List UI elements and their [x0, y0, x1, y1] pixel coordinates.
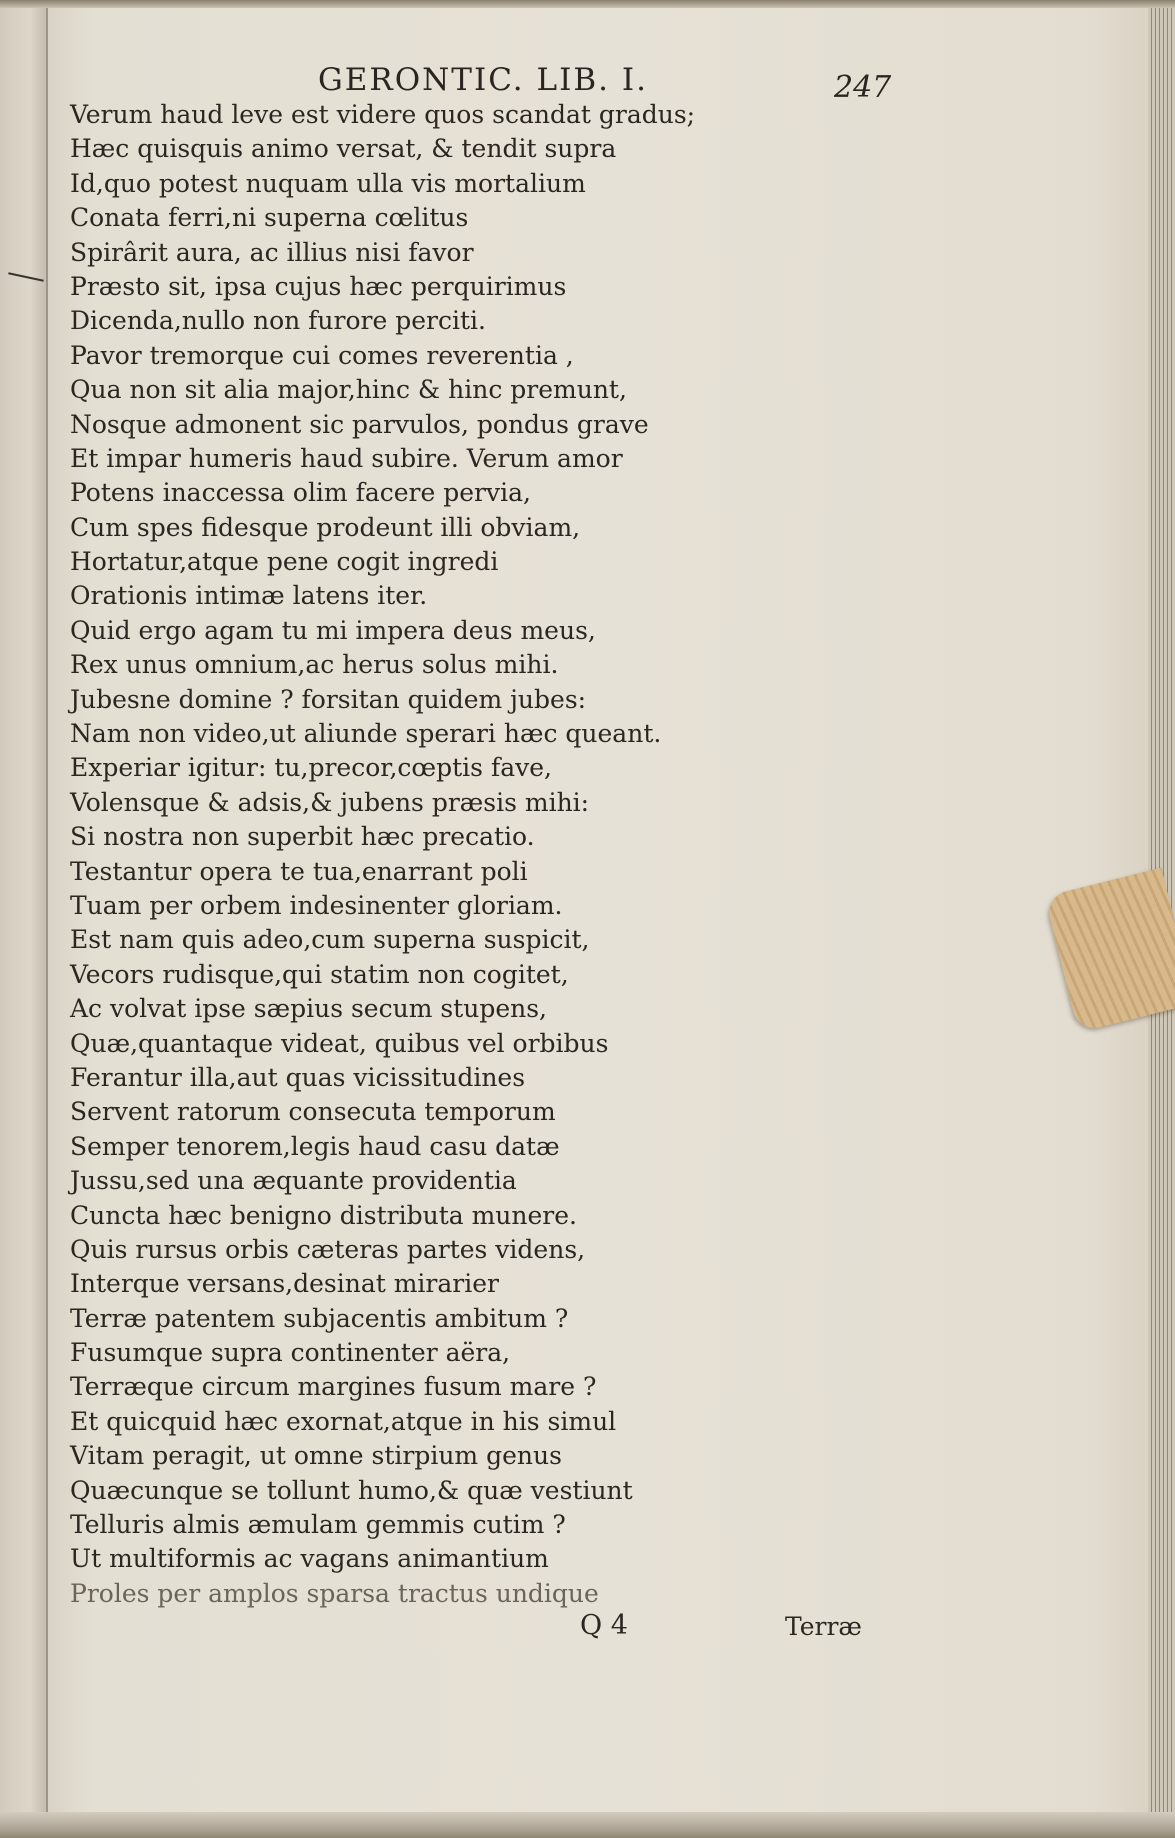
verse-line: Servent ratorum consecuta temporum	[70, 1097, 556, 1127]
verse-line: Proles per amplos sparsa tractus undique	[70, 1578, 599, 1608]
verse-line: Cum spes fidesque prodeunt illi obviam,	[70, 512, 581, 542]
verse-text	[70, 98, 695, 1611]
verse-line: Dicenda,nullo non furore perciti.	[70, 306, 486, 336]
verse-line: Si nostra non superbit hæc precatio.	[70, 822, 535, 852]
signature-mark: Q 4	[580, 1610, 628, 1641]
verse-line: Verum haud leve est videre quos scandat gradus;	[70, 100, 696, 129]
verse-line: Quæ,quantaque videat, quibus vel orbibus	[70, 1028, 609, 1058]
verse-line: Orationis intimæ latens iter.	[70, 581, 428, 611]
verse-line: Ut multiformis ac vagans animantium	[70, 1544, 549, 1574]
verse-line: Nam non video,ut aliunde sperari hæc queant.	[70, 719, 662, 749]
verse-line: Vitam peragit, ut omne stirpium genus	[70, 1441, 562, 1471]
verse-line: Hæc quisquis animo versat, & tendit supra	[70, 134, 617, 164]
verse-line: Cuncta hæc benigno distributa munere.	[70, 1200, 577, 1230]
verse-line: Hortatur,atque pene cogit ingredi	[70, 547, 499, 577]
verse-line: Ferantur illa,aut quas vicissitudines	[70, 1062, 526, 1092]
verse-line: Vecors rudisque,qui statim non cogitet,	[70, 959, 569, 989]
verse-line: Id,quo potest nuquam ulla vis mortalium	[70, 168, 586, 198]
page-top-edge	[0, 0, 1175, 8]
verse-line: Fusumque supra continenter aëra,	[70, 1338, 511, 1368]
verse-line: Ac volvat ipse sæpius secum stupens,	[70, 994, 548, 1024]
verse-line: Et quicquid hæc exornat,atque in his simul	[70, 1406, 617, 1436]
page-number: 247	[834, 70, 892, 105]
verse-line: Volensque & adsis,& jubens præsis mihi:	[70, 787, 590, 817]
verse-line: Qua non sit alia major,hinc & hinc premunt,	[70, 375, 627, 405]
running-title: GERONTIC. LIB. I.	[318, 62, 648, 98]
page-bottom-edge	[0, 1812, 1175, 1838]
verse-line: Præsto sit, ipsa cujus hæc perquirimus	[70, 271, 567, 301]
verse-line: Semper tenorem,legis haud casu datæ	[70, 1131, 560, 1161]
verse-line: Spirârit aura, ac illius nisi favor	[70, 237, 474, 267]
verse-line: Nosque admonent sic parvulos, pondus grave	[70, 409, 649, 439]
verse-line: Terræ patentem subjacentis ambitum ?	[70, 1303, 569, 1333]
verse-line: Conata ferri,ni superna cœlitus	[70, 203, 469, 233]
verse-line: Telluris almis æmulam gemmis cutim ?	[70, 1510, 566, 1540]
verse-line: Quis rursus orbis cæteras partes videns,	[70, 1234, 586, 1264]
verse-line: Tuam per orbem indesinenter gloriam.	[70, 890, 563, 920]
verse-line: Potens inaccessa olim facere pervia,	[70, 478, 531, 508]
verse-line: Rex unus omnium,ac herus solus mihi.	[70, 650, 559, 680]
verse-line: Et impar humeris haud subire. Verum amor	[70, 443, 623, 473]
verse-line: Interque versans,desinat mirarier	[70, 1269, 499, 1299]
verse-line: Terræque circum margines fusum mare ?	[70, 1372, 597, 1402]
catchword: Terræ	[785, 1612, 862, 1641]
verse-line: Est nam quis adeo,cum superna suspicit,	[70, 925, 590, 955]
verse-line: Quid ergo agam tu mi impera deus meus,	[70, 615, 596, 645]
verse-line: Quæcunque se tollunt humo,& quæ vestiunt	[70, 1475, 633, 1505]
verse-line: Pavor tremorque cui comes reverentia ,	[70, 340, 574, 370]
verse-line: Jussu,sed una æquante providentia	[70, 1166, 517, 1196]
verse-line: Jubesne domine ? forsitan quidem jubes:	[70, 684, 587, 714]
verse-line: Testantur opera te tua,enarrant poli	[70, 856, 528, 886]
verse-line: Experiar igitur: tu,precor,cœptis fave,	[70, 753, 552, 783]
